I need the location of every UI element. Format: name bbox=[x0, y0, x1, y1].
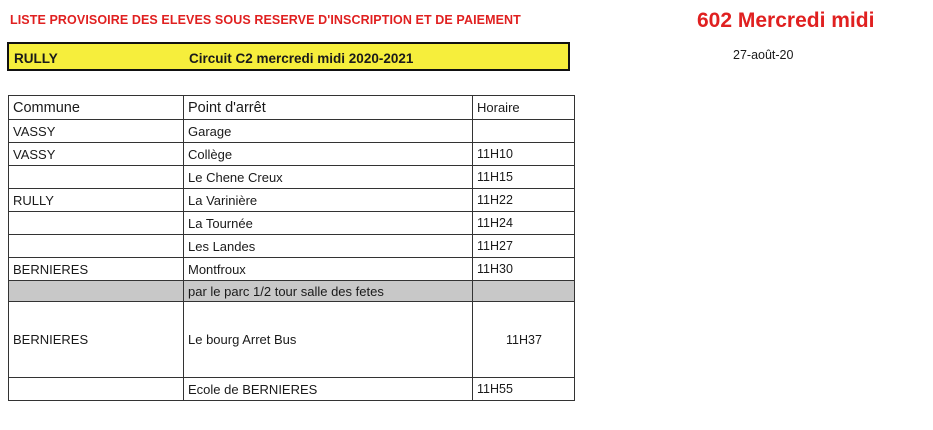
detour-note-row bbox=[9, 281, 575, 302]
route-title: 602 Mercredi midi bbox=[697, 9, 875, 32]
commune-cell bbox=[9, 281, 184, 302]
table-header-row bbox=[9, 96, 575, 120]
stop-cell: Ecole de BERNIERES bbox=[184, 378, 473, 401]
table-row bbox=[9, 258, 575, 281]
time-cell: 11H24 bbox=[473, 212, 575, 235]
table-row bbox=[9, 212, 575, 235]
commune-cell bbox=[9, 166, 184, 189]
stop-cell: Le Chene Creux bbox=[184, 166, 473, 189]
table-row bbox=[9, 166, 575, 189]
table-row bbox=[9, 120, 575, 143]
commune-cell: RULLY bbox=[9, 189, 184, 212]
time-cell bbox=[473, 281, 575, 302]
stop-cell: Les Landes bbox=[184, 235, 473, 258]
table-row bbox=[9, 378, 575, 401]
commune-cell: VASSY bbox=[9, 120, 184, 143]
time-cell bbox=[473, 120, 575, 143]
commune-cell bbox=[9, 235, 184, 258]
stop-cell: Montfroux bbox=[184, 258, 473, 281]
time-cell: 11H27 bbox=[473, 235, 575, 258]
table-row bbox=[9, 189, 575, 212]
time-cell: 11H22 bbox=[473, 189, 575, 212]
circuit-banner bbox=[7, 42, 570, 71]
document-date: 27-août-20 bbox=[733, 48, 794, 62]
banner-commune: RULLY bbox=[14, 51, 58, 66]
stops-table bbox=[8, 95, 575, 401]
provisional-notice: LISTE PROVISOIRE DES ELEVES SOUS RESERVE D'INSCRIPTION ET DE PAIEMENT bbox=[10, 13, 521, 27]
stop-cell: Collège bbox=[184, 143, 473, 166]
stop-cell: La Varinière bbox=[184, 189, 473, 212]
commune-cell bbox=[9, 212, 184, 235]
time-cell: 11H10 bbox=[473, 143, 575, 166]
table-row bbox=[9, 143, 575, 166]
table-row bbox=[9, 302, 575, 378]
time-cell: 11H55 bbox=[473, 378, 575, 401]
time-cell: 11H37 bbox=[473, 302, 575, 378]
table-row bbox=[9, 235, 575, 258]
stop-cell: par le parc 1/2 tour salle des fetes bbox=[184, 281, 473, 302]
commune-cell: BERNIERES bbox=[9, 302, 184, 378]
stop-cell: La Tournée bbox=[184, 212, 473, 235]
header-time: Horaire bbox=[473, 96, 575, 120]
commune-cell: BERNIERES bbox=[9, 258, 184, 281]
time-cell: 11H15 bbox=[473, 166, 575, 189]
stop-cell: Le bourg Arret Bus bbox=[184, 302, 473, 378]
header-commune: Commune bbox=[9, 96, 184, 120]
time-cell: 11H30 bbox=[473, 258, 575, 281]
commune-cell: VASSY bbox=[9, 143, 184, 166]
banner-circuit: Circuit C2 mercredi midi 2020-2021 bbox=[189, 51, 414, 66]
commune-cell bbox=[9, 378, 184, 401]
header-stop: Point d'arrêt bbox=[184, 96, 473, 120]
stop-cell: Garage bbox=[184, 120, 473, 143]
